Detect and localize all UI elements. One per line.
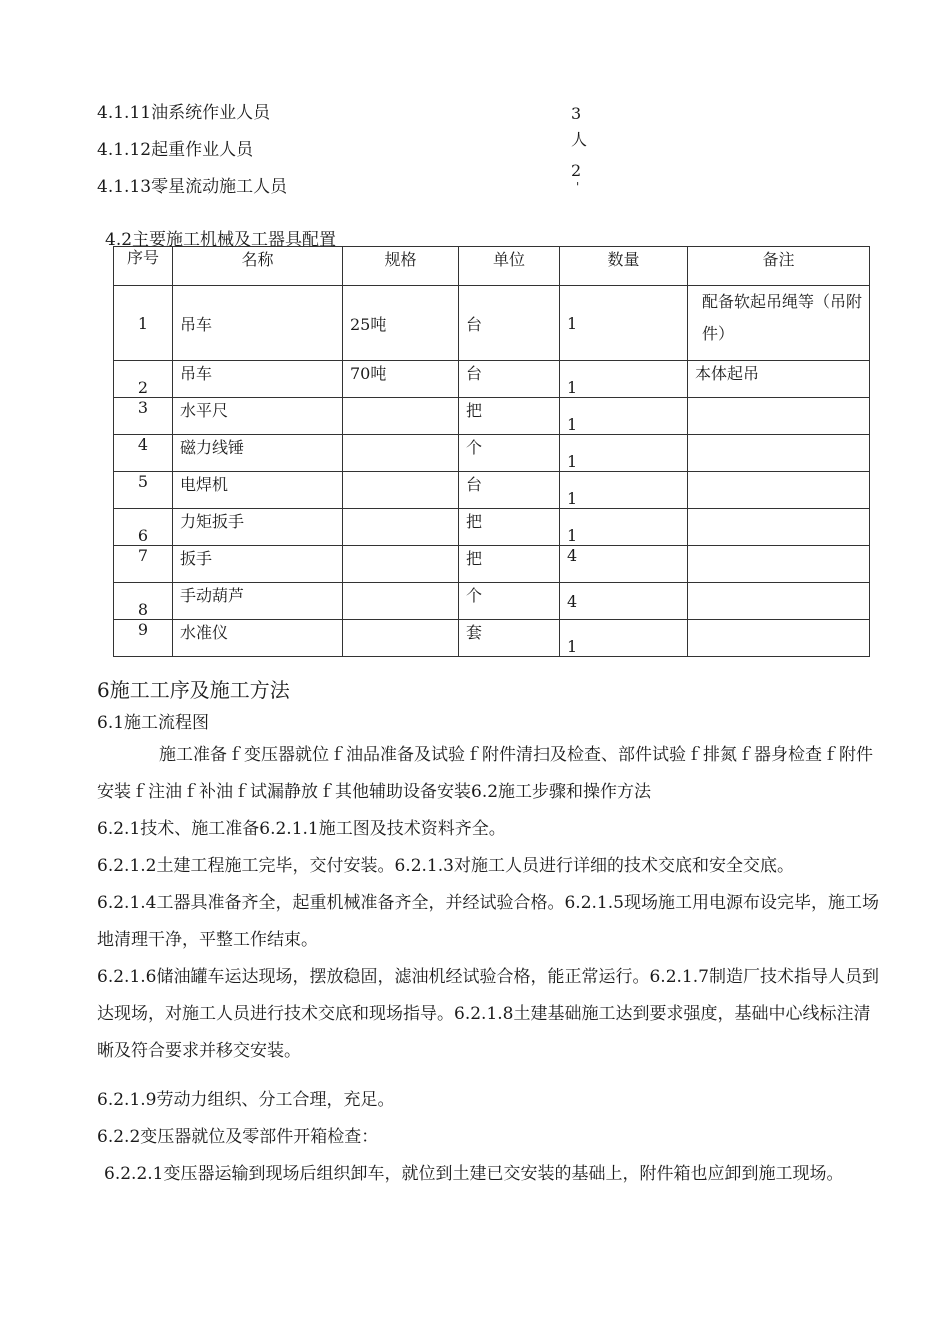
- cell-note: [688, 546, 870, 583]
- cell-unit: 把: [459, 509, 560, 546]
- cell-qty: 1: [560, 472, 688, 509]
- cell-no: 4: [114, 435, 173, 472]
- cell-spec: [343, 435, 459, 472]
- cell-spec: [343, 472, 459, 509]
- header-qty: 数量: [560, 247, 688, 286]
- cell-unit: 台: [459, 286, 560, 361]
- cell-name: 吊车: [173, 286, 343, 361]
- paragraph-622: 6.2.2变压器就位及零部件开箱检查：: [97, 1127, 379, 1147]
- cell-note: [688, 583, 870, 620]
- paragraph-621: 6.2.1技术、施工准备6.2.1.1施工图及技术资料齐全。: [97, 819, 506, 839]
- cell-spec: [343, 509, 459, 546]
- paragraph-6216: 6.2.1.6储油罐车运达现场，摆放稳固，滤油机经试验合格，能正常运行。6.2.1.7制造厂技术指导人员到达现场，对施工人员进行技术交底和现场指导。6.2.1.8土建基础施工达到要求强度，基础中心线标注清晰及符合要求并移交安装。: [97, 967, 879, 1061]
- cell-qty: 1: [560, 398, 688, 435]
- staff-count-3: 3: [571, 104, 582, 123]
- cell-note: 本体起吊: [688, 361, 870, 398]
- cell-spec: 25吨: [343, 286, 459, 361]
- table-row: [114, 398, 870, 435]
- table-row: [114, 472, 870, 509]
- table-row: [114, 620, 870, 657]
- table-row: [114, 361, 870, 398]
- section-42-title: 4.2主要施工机械及工器具配置: [105, 230, 337, 250]
- cell-no: 9: [114, 620, 173, 657]
- cell-no: 6: [114, 509, 173, 546]
- staff-line-mobile: 4.1.13零星流动施工人员: [97, 177, 288, 197]
- cell-note: 配备软起吊绳等（吊附件）: [688, 286, 870, 361]
- cell-name: 扳手: [173, 546, 343, 583]
- table-row: [114, 583, 870, 620]
- table-header-row: [114, 247, 870, 286]
- cell-unit: 个: [459, 435, 560, 472]
- cell-spec: [343, 583, 459, 620]
- table-row: [114, 509, 870, 546]
- cell-spec: [343, 546, 459, 583]
- cell-qty: 1: [560, 286, 688, 361]
- header-note: 备注: [688, 247, 870, 286]
- cell-note: [688, 398, 870, 435]
- cell-qty: 1: [560, 361, 688, 398]
- cell-name: 吊车: [173, 361, 343, 398]
- staff-line-lifting: 4.1.12起重作业人员: [97, 140, 254, 160]
- paragraph-6214: 6.2.1.4工器具准备齐全，起重机械准备齐全，并经试验合格。6.2.1.5现场施工用电源布设完毕，施工场地清理干净，平整工作结束。: [97, 893, 879, 950]
- cell-unit: 个: [459, 583, 560, 620]
- cell-qty: 1: [560, 509, 688, 546]
- cell-no: 7: [114, 546, 173, 583]
- flow-paragraph: 施工准备ｆ变压器就位ｆ油品准备及试验ｆ附件清扫及检查、部件试验ｆ排氮ｆ器身检查ｆ附件安装ｆ注油ｆ补油ｆ试漏静放ｆ其他辅助设备安装6.2施工步骤和操作方法: [97, 745, 873, 802]
- header-name: 名称: [173, 247, 343, 286]
- cell-name: 电焊机: [173, 472, 343, 509]
- paragraph-6219: 6.2.1.9劳动力组织、分工合理，充足。: [97, 1090, 395, 1110]
- cell-unit: 把: [459, 398, 560, 435]
- cell-unit: 套: [459, 620, 560, 657]
- cell-unit: 台: [459, 472, 560, 509]
- header-unit: 单位: [459, 247, 560, 286]
- staff-count-unit: 人: [571, 130, 588, 149]
- table-row: [114, 546, 870, 583]
- cell-name: 水平尺: [173, 398, 343, 435]
- cell-qty: 4: [560, 583, 688, 620]
- header-spec: 规格: [343, 247, 459, 286]
- cell-no: 2: [114, 361, 173, 398]
- cell-note: [688, 620, 870, 657]
- cell-name: 力矩扳手: [173, 509, 343, 546]
- tools-table: [113, 246, 870, 657]
- cell-unit: 台: [459, 361, 560, 398]
- cell-spec: [343, 620, 459, 657]
- cell-name: 水准仪: [173, 620, 343, 657]
- cell-spec: 70吨: [343, 361, 459, 398]
- cell-no: 3: [114, 398, 173, 435]
- table-row: [114, 435, 870, 472]
- cell-no: 5: [114, 472, 173, 509]
- cell-no: 1: [114, 286, 173, 361]
- staff-line-oil: 4.1.11油系统作业人员: [97, 103, 271, 123]
- cell-qty: 1: [560, 435, 688, 472]
- cell-qty: 4: [560, 546, 688, 583]
- cell-name: 手动葫芦: [173, 583, 343, 620]
- cell-note: [688, 472, 870, 509]
- cell-spec: [343, 398, 459, 435]
- cell-qty: 1: [560, 620, 688, 657]
- header-no: 序号: [114, 247, 173, 286]
- cell-unit: 把: [459, 546, 560, 583]
- cell-note: [688, 509, 870, 546]
- cell-no: 8: [114, 583, 173, 620]
- paragraph-6221: 6.2.2.1变压器运输到现场后组织卸车，就位到土建已交安装的基础上，附件箱也应卸到施工现场。: [104, 1164, 844, 1184]
- paragraph-6212: 6.2.1.2土建工程施工完毕，交付安装。6.2.1.3对施工人员进行详细的技术交底和安全交底。: [97, 856, 794, 876]
- cell-name: 磁力线锤: [173, 435, 343, 472]
- cell-note: [688, 435, 870, 472]
- section-6-title: 6施工工序及施工方法: [97, 678, 290, 702]
- staff-count-2: 2: [571, 161, 582, 180]
- staff-count-mark: ': [576, 180, 580, 194]
- table-row: [114, 286, 870, 361]
- section-61-title: 6.1施工流程图: [97, 713, 210, 733]
